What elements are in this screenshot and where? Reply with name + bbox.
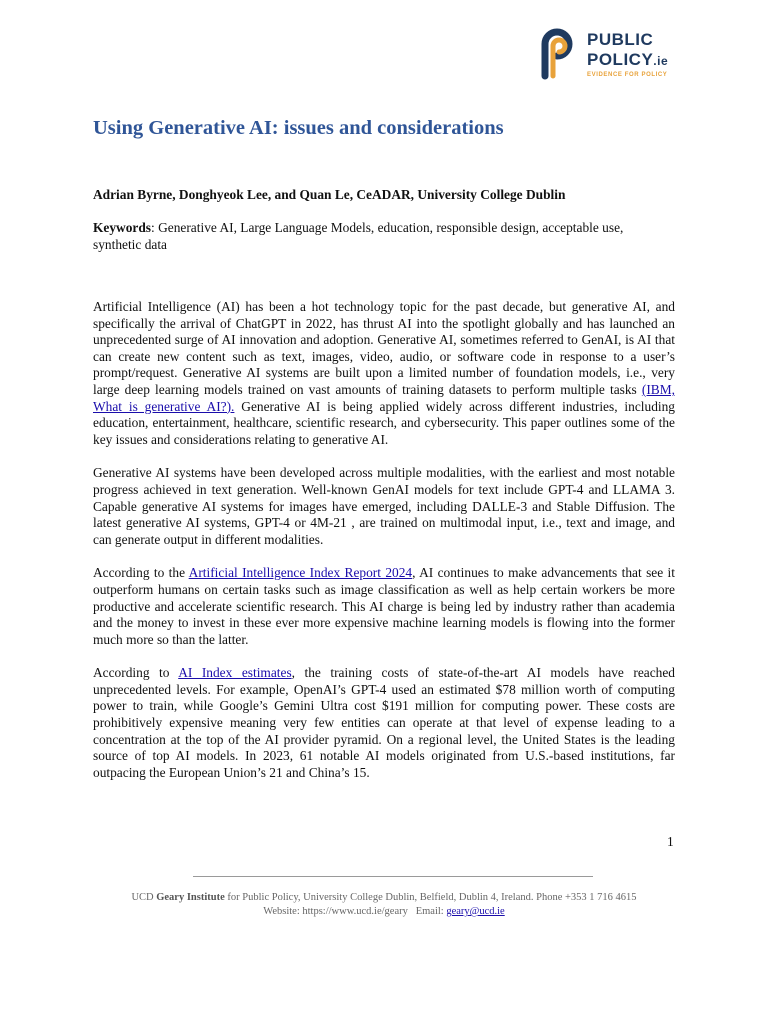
footer-prefix: UCD — [131, 892, 157, 903]
logo-text-policy: POLICY — [587, 50, 654, 69]
paragraph-intro-text-start: Artificial Intelligence (AI) has been a hot technology topic for the past decade, but generative AI, and specifically the arrival of ChatGPT in 2022, has thrust AI into the spotlight globally and has launched an unprecedented surge of AI innovation and adoption. Generative AI, sometimes referred to GenAI, is AI that can create new content such as text, images, video, audio, or software code in response to a user’s prompt/request. Generative AI systems are built upon a limited number of foundation models, i.e., very large deep learning models trained on vast amounts of training datasets to perform multiple tasks — [93, 299, 675, 397]
paragraph-intro — [93, 299, 675, 448]
author-line: Adrian Byrne, Donghyeok Lee, and Quan Le, CeADAR, University College Dublin — [93, 187, 566, 202]
footer-divider — [193, 876, 593, 877]
public-policy-logo — [527, 20, 685, 86]
page-number: 1 — [667, 834, 674, 849]
footer-contact-line — [60, 905, 708, 919]
paragraph-training-costs-text-end: , the training costs of state-of-the-art AI models have reached unprecedented levels. For example, OpenAI’s GPT-4 used an estimated $78 million worth of computing power to train, while Google’s Gemini Ultra cost $191 million for computing power. These costs are prohibitively expensive meaning very few entities can operate at that level of expense leading to a concentration at the top of the AI provider pyramid. On a regional level, the United States is the leading source of top AI models. In 2023, 61 notable AI models originated from U.S.-based institutions, far outpacing the European Union’s 21 and China’s 15. — [93, 665, 675, 780]
paragraph-index-report — [93, 565, 675, 648]
logo-text-line1: PUBLIC — [587, 30, 654, 49]
paper-body — [93, 299, 675, 798]
logo-tagline: EVIDENCE FOR POLICY — [587, 72, 668, 78]
ai-index-estimates-link[interactable]: AI Index estimates — [178, 665, 292, 681]
paragraph-index-report-text-start: According to the — [93, 565, 189, 581]
footer-institute: Geary Institute — [156, 892, 225, 903]
footer-address-line — [60, 891, 708, 905]
paragraph-training-costs-text-start: According to — [93, 665, 179, 681]
keywords-text: : Generative AI, Large Language Models, education, responsible design, acceptable use, synthetic data — [93, 220, 624, 252]
paragraph-index-report-text-end: , AI continues to make advancements that see it outperform humans on certain tasks such as image classification as well as help certain workers be more productive and accelerate scientific research. This AI charge is being led by industry rather than academia and the money to invest in these ever more expensive machine learning models is flowing into the former much more so than the latter. — [93, 565, 675, 647]
footer-address: for Public Policy, University College Dublin, Belfield, Dublin 4, Ireland. Phone +353 1 716 4615 — [224, 892, 637, 903]
keywords-label: Keywords — [93, 220, 152, 235]
paragraph-training-costs — [93, 665, 675, 781]
paragraph-intro-text-end: Generative AI is being applied widely across different industries, including education, entertainment, healthcare, scientific research, and cybersecurity. This paper outlines some of the key issues and considerations relating to generative AI. — [93, 398, 676, 447]
footer-website: Website: https://www.ucd.ie/geary Email: — [263, 906, 447, 917]
footer-email-link[interactable]: geary@ucd.ie — [446, 906, 505, 917]
paragraph-modalities: Generative AI systems have been developed across multiple modalities, with the earliest and most notable progress achieved in text generation. Well-known GenAI models for text include GPT-4 and LLAMA 3. Capable generative AI systems for images have emerged, including DALLE-3 and Stable Diffusion. The latest generative AI systems, GPT-4 or 4M-21 , are trained on multimodal input, i.e., text and image, and can generate output in different modalities. — [93, 465, 675, 547]
logo-text-suffix: .ie — [653, 54, 669, 68]
ibm-generative-ai-link[interactable]: (IBM, What is generative AI?). — [93, 381, 675, 414]
page-footer — [60, 891, 708, 919]
logo-text-line2 — [587, 50, 668, 70]
paper-title: Using Generative AI: issues and considerations — [93, 117, 504, 139]
ai-index-report-link[interactable]: Artificial Intelligence Index Report 2024 — [188, 565, 413, 581]
public-policy-logo-icon — [533, 26, 579, 80]
keywords — [93, 219, 675, 253]
